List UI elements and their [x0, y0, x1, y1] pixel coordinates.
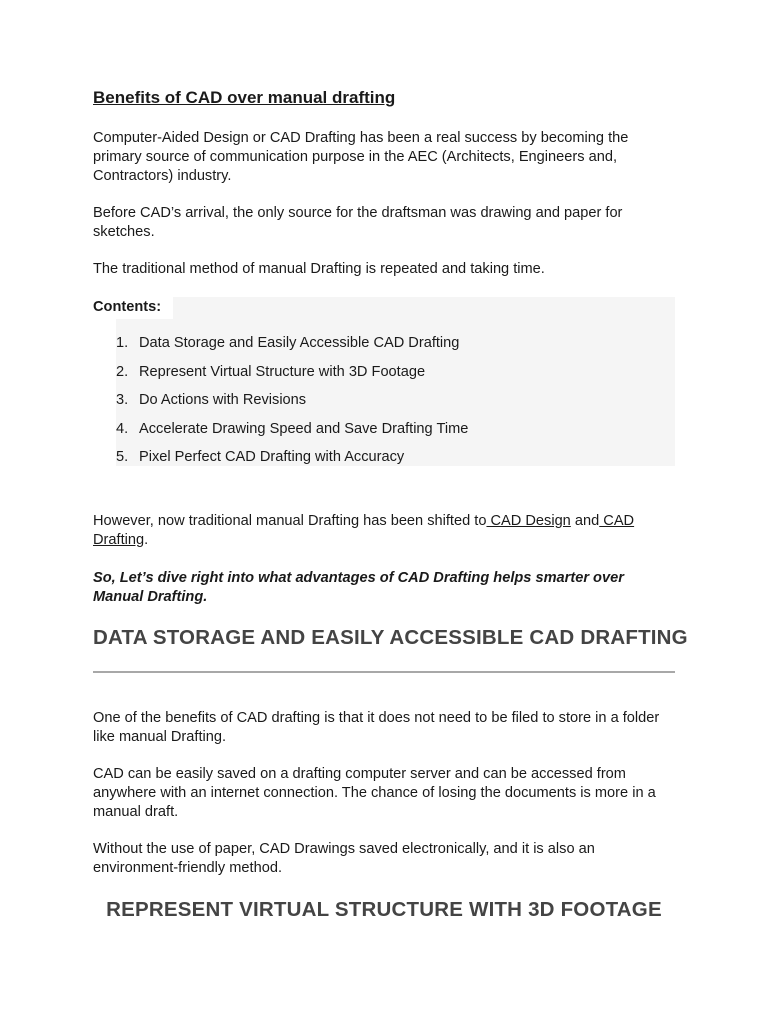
section-heading-data-storage: DATA STORAGE AND EASILY ACCESSIBLE CAD DRAFTING	[93, 626, 688, 649]
contents-item[interactable]	[116, 419, 468, 448]
contents-list	[116, 333, 468, 476]
contents-item-label[interactable]: Do Actions with Revisions	[139, 392, 307, 408]
contents-item[interactable]	[116, 390, 468, 419]
contents-item-number: 1.	[116, 335, 129, 351]
contents-item[interactable]	[116, 447, 468, 476]
shift-middle: and	[570, 513, 600, 529]
contents-item[interactable]	[116, 362, 468, 391]
contents-item-number: 3.	[116, 392, 129, 408]
contents-label: Contents:	[93, 299, 162, 315]
contents-background-top	[173, 297, 675, 319]
contents-item-label[interactable]: Represent Virtual Structure with 3D Footage	[139, 363, 426, 380]
contents-item-number: 4.	[116, 420, 129, 437]
intro-paragraph-3: The traditional method of manual Drafting is repeated and taking time.	[93, 261, 545, 277]
shift-paragraph	[93, 512, 675, 550]
intro-paragraph-1: Computer-Aided Design or CAD Drafting has been a real success by becoming the primary source of communication purpose in the AEC (Architects, Engineers and, Contractors) industry.	[93, 130, 629, 184]
contents-item-number: 2.	[116, 363, 129, 380]
shift-prefix: However, now traditional manual Drafting has been shifted to	[93, 513, 487, 529]
section1-paragraph-3: Without the use of paper, CAD Drawings saved electronically, and it is also an environment-friendly method.	[93, 841, 595, 876]
contents-item-label[interactable]: Accelerate Drawing Speed and Save Drafting Time	[139, 420, 469, 437]
table-of-contents	[93, 297, 675, 466]
contents-item[interactable]	[116, 333, 468, 362]
contents-item-label[interactable]: Data Storage and Easily Accessible CAD Drafting	[139, 335, 460, 351]
contents-item-label[interactable]: Pixel Perfect CAD Drafting with Accuracy	[139, 449, 405, 465]
page-title: Benefits of CAD over manual drafting	[93, 88, 396, 107]
section1-paragraph-1: One of the benefits of CAD drafting is that it does not need to be filed to store in a folder like manual Drafting.	[93, 710, 660, 745]
shift-suffix: .	[144, 532, 149, 548]
contents-item-number: 5.	[116, 449, 129, 465]
dive-paragraph: So, Let’s dive right into what advantages of CAD Drafting helps smarter over Manual Drafting.	[93, 570, 624, 605]
intro-paragraph-2: Before CAD’s arrival, the only source for the draftsman was drawing and paper for sketches.	[93, 205, 623, 240]
section1-paragraph-2: CAD can be easily saved on a drafting computer server and can be accessed from anywhere with an internet connection. The chance of losing the documents is more in a manual draft.	[93, 766, 656, 820]
cad-design-link[interactable]: CAD Design	[486, 513, 571, 529]
section-heading-virtual-structure: REPRESENT VIRTUAL STRUCTURE WITH 3D FOOTAGE	[106, 898, 662, 921]
section-divider	[93, 671, 675, 673]
cad-drafting-link[interactable]: CAD Drafting	[93, 513, 635, 548]
